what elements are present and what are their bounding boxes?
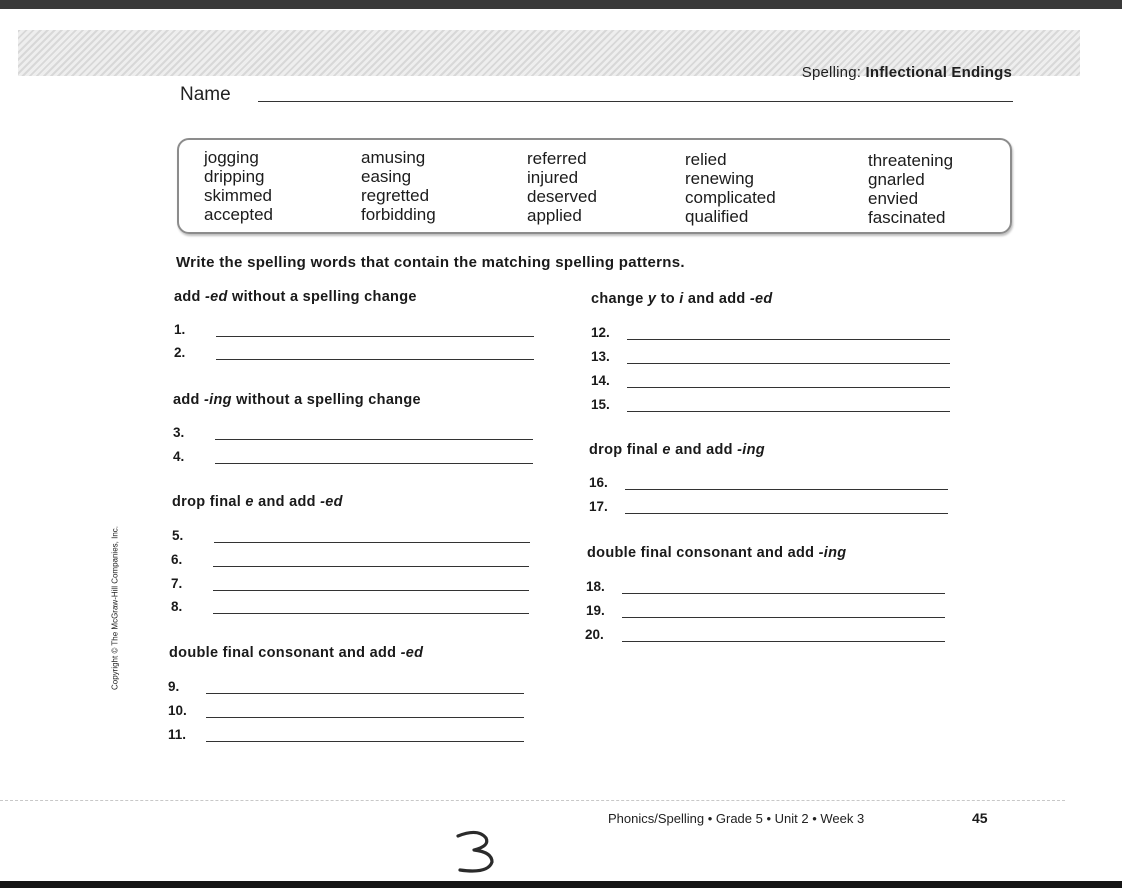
pattern-heading: drop final e and add -ing <box>589 442 765 458</box>
word-column <box>361 148 436 224</box>
answer-line[interactable] <box>214 542 530 543</box>
answer-line[interactable] <box>206 717 524 718</box>
top-border <box>0 0 1122 9</box>
worksheet-title-main: Inflectional Endings <box>865 64 1012 81</box>
spelling-word: dripping <box>204 167 265 186</box>
item-number: 16. <box>589 475 608 490</box>
spelling-word: amusing <box>361 148 426 167</box>
answer-line[interactable] <box>206 693 524 694</box>
spelling-word: renewing <box>685 169 754 188</box>
item-number: 2. <box>174 345 186 360</box>
spelling-word: accepted <box>204 205 273 224</box>
spelling-word: skimmed <box>204 186 273 205</box>
item-number: 18. <box>586 579 605 594</box>
item-number: 3. <box>173 425 185 440</box>
spelling-word: injured <box>527 168 579 187</box>
spelling-word: deserved <box>527 187 597 206</box>
spelling-word: forbidding <box>361 205 436 224</box>
answer-line[interactable] <box>627 387 950 388</box>
item-number: 11. <box>168 727 187 742</box>
spelling-word: complicated <box>685 188 776 207</box>
item-number: 5. <box>172 528 184 543</box>
answer-line[interactable] <box>627 339 950 340</box>
handwritten-mark <box>448 826 508 876</box>
item-number: 12. <box>591 325 610 340</box>
spelling-word: threatening <box>868 151 954 170</box>
spelling-word: fascinated <box>868 208 946 227</box>
copyright-notice: Copyright © The McGraw-Hill Companies, Inc. <box>110 525 120 691</box>
spelling-word: regretted <box>361 186 430 205</box>
word-column <box>868 151 953 227</box>
spelling-word: easing <box>361 167 412 186</box>
answer-line[interactable] <box>622 641 945 642</box>
word-column <box>204 148 273 224</box>
spelling-word: relied <box>685 150 727 169</box>
instructions: Write the spelling words that contain the matching spelling patterns. <box>176 254 685 271</box>
word-column <box>685 150 776 226</box>
item-number: 13. <box>591 349 610 364</box>
worksheet-title-lead: Spelling: <box>801 64 866 81</box>
pattern-heading: double final consonant and add -ed <box>169 645 424 661</box>
pattern-heading: drop final e and add -ed <box>172 494 343 510</box>
item-number: 15. <box>591 397 610 412</box>
word-box <box>177 138 1012 234</box>
word-column <box>527 149 597 225</box>
item-number: 19. <box>586 603 605 618</box>
item-number: 1. <box>174 322 186 337</box>
answer-line[interactable] <box>213 590 529 591</box>
item-number: 17. <box>589 499 608 514</box>
answer-line[interactable] <box>625 513 948 514</box>
footer-text: Phonics/Spelling • Grade 5 • Unit 2 • Week 3 <box>608 811 865 826</box>
name-label: Name <box>180 84 231 105</box>
spelling-word: jogging <box>204 148 259 167</box>
item-number: 7. <box>171 576 183 591</box>
spelling-word: applied <box>527 206 582 225</box>
pattern-heading: change y to i and add -ed <box>591 291 773 307</box>
answer-line[interactable] <box>622 593 945 594</box>
spelling-word: referred <box>527 149 587 168</box>
spelling-word: gnarled <box>868 170 925 189</box>
answer-line[interactable] <box>206 741 524 742</box>
answer-line[interactable] <box>627 411 950 412</box>
spelling-word: qualified <box>685 207 749 226</box>
answer-line[interactable] <box>625 489 948 490</box>
name-line <box>258 101 1013 102</box>
footer-divider <box>0 800 1065 801</box>
pattern-heading: add -ing without a spelling change <box>173 392 421 408</box>
page-number: 45 <box>972 810 988 826</box>
answer-line[interactable] <box>213 566 529 567</box>
item-number: 6. <box>171 552 183 567</box>
pattern-heading: add -ed without a spelling change <box>174 289 417 305</box>
item-number: 4. <box>173 449 185 464</box>
spelling-word: envied <box>868 189 919 208</box>
answer-line[interactable] <box>627 363 950 364</box>
answer-line[interactable] <box>213 613 529 614</box>
item-number: 10. <box>168 703 187 718</box>
item-number: 9. <box>168 679 180 694</box>
answer-line[interactable] <box>215 439 533 440</box>
answer-line[interactable] <box>622 617 945 618</box>
answer-line[interactable] <box>215 463 533 464</box>
bottom-border <box>0 881 1122 888</box>
item-number: 14. <box>591 373 610 388</box>
answer-line[interactable] <box>216 359 534 360</box>
item-number: 20. <box>585 627 604 642</box>
pattern-heading: double final consonant and add -ing <box>587 545 847 561</box>
worksheet-title <box>802 64 1012 81</box>
answer-line[interactable] <box>216 336 534 337</box>
item-number: 8. <box>171 599 183 614</box>
